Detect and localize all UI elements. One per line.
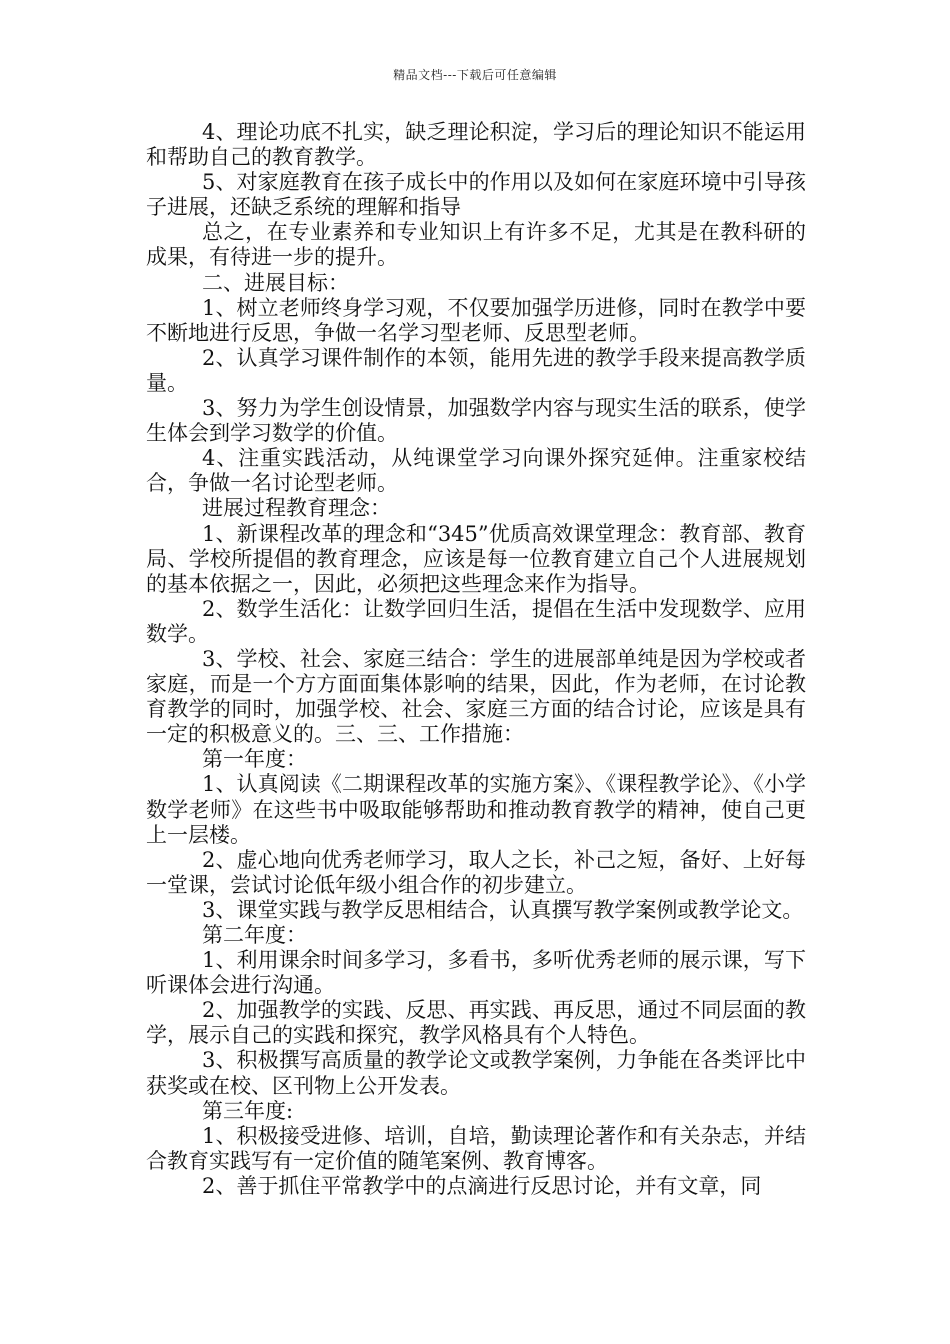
section-heading: 第一年度：: [202, 747, 307, 772]
paragraph: 总之，在专业素养和专业知识上有许多不足，尤其是在教科研的成果，有待进一步的提升。: [146, 220, 806, 270]
paragraph: 5、对家庭教育在孩子成长中的作用以及如何在家庭环境中引导孩子进展，还缺乏系统的理解和指导: [146, 170, 806, 220]
section-heading: 第二年度：: [202, 923, 307, 947]
paragraph: 1、认真阅读《二期课程改革的实施方案》、《课程教学论》、《小学数学老师》在这些书中吸取能够帮助和推动教育教学的精神，使自己更上一层楼。: [146, 772, 806, 847]
paragraph: 4、注重实践活动，从纯课堂学习向课外探究延伸。注重家校结合，争做一名讨论型老师。: [146, 446, 806, 496]
paragraph: 2、善于抓住平常教学中的点滴进行反思讨论，并有文章，同: [202, 1173, 762, 1198]
paragraph: 1、积极接受进修、培训，自培，勤读理论著作和有关杂志，并结合教育实践写有一定价值的随笔案例、教育博客。: [146, 1123, 806, 1173]
page-header: 精品文档---下载后可任意编辑: [393, 68, 557, 82]
paragraph: 2、虚心地向优秀老师学习，取人之长，补己之短，备好、上好每一堂课，尝试讨论低年级小组合作的初步建立。: [146, 847, 806, 897]
paragraph: 3、课堂实践与教学反思相结合，认真撰写教学案例或教学论文。: [202, 897, 804, 922]
paragraph: 2、加强教学的实践、反思、再实践、再反思，通过不同层面的教学，展示自己的实践和探究，教学风格具有个人特色。: [146, 998, 806, 1048]
paragraph: 4、理论功底不扎实，缺乏理论积淀，学习后的理论知识不能运用和帮助自己的教育教学。: [146, 120, 806, 170]
paragraph: 1、新课程改革的理念和“345”优质高效课堂理念：教育部、教育局、学校所提倡的教育理念，应该是每一位教育建立自己个人进展规划的基本依据之一，因此，必须把这些理念来作为指导。: [146, 521, 806, 596]
paragraph: 1、利用课余时间多学习，多看书，多听优秀老师的展示课，写下听课体会进行沟通。: [146, 948, 806, 998]
paragraph: 1、树立老师终身学习观，不仅要加强学历进修，同时在教学中要不断地进行反思，争做一名学习型老师、反思型老师。: [146, 295, 806, 345]
paragraph: 3、积极撰写高质量的教学论文或教学案例，力争能在各类评比中获奖或在校、区刊物上公开发表。: [146, 1048, 806, 1098]
paragraph: 2、认真学习课件制作的本领，能用先进的教学手段来提高教学质量。: [146, 345, 806, 395]
paragraph: 3、学校、社会、家庭三结合：学生的进展部单纯是因为学校或者家庭，而是一个方方面面集体影响的结果，因此，作为老师，在讨论教育教学的同时，加强学校、社会、家庭三方面的结合讨论，应该是具有一定的积极意义的。三、三、工作措施：: [146, 646, 806, 747]
section-heading: 进展过程教育理念：: [202, 496, 391, 521]
paragraph: 2、数学生活化：让数学回归生活，提倡在生活中发现数学、应用数学。: [146, 596, 806, 646]
document-body: [146, 120, 806, 1199]
section-heading: 二、进展目标：: [202, 270, 349, 295]
section-heading: 第三年度:: [202, 1098, 294, 1123]
paragraph: 3、努力为学生创设情景，加强数学内容与现实生活的联系，使学生体会到学习数学的价值。: [146, 396, 806, 446]
